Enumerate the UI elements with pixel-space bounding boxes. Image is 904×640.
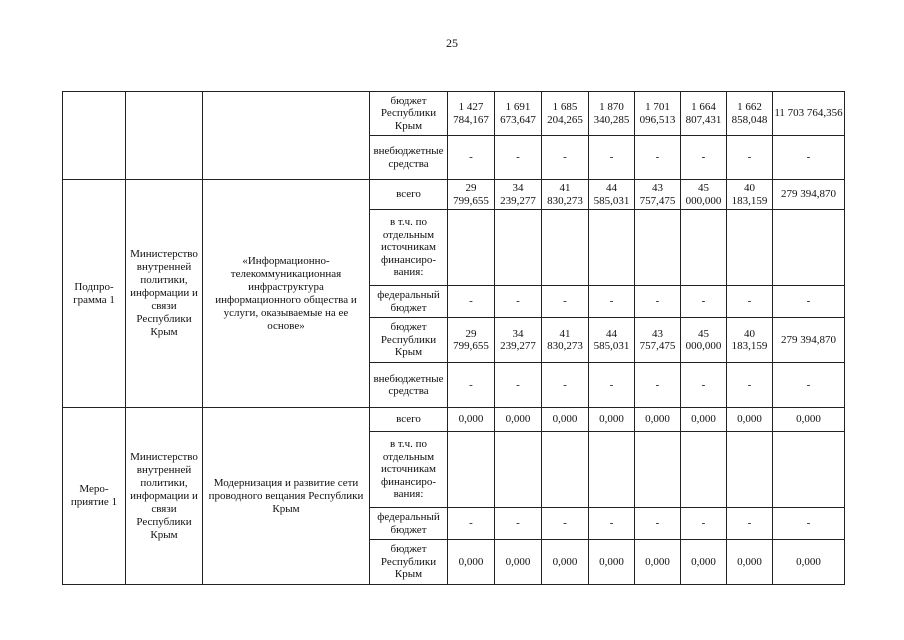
year-value-cell: 0,000	[727, 408, 773, 432]
year-value-cell: -	[681, 508, 727, 540]
year-value-cell: -	[448, 508, 495, 540]
year-value-cell: 40 183,159	[727, 318, 773, 363]
year-value-cell: -	[727, 363, 773, 408]
funding-source-cell: внебюджетные средства	[370, 136, 448, 180]
year-value-cell	[727, 210, 773, 286]
table-row	[63, 180, 845, 210]
year-value-cell: 0,000	[681, 540, 727, 585]
year-value-cell	[635, 432, 681, 508]
year-value-cell: 0,000	[635, 540, 681, 585]
funding-source-cell: федеральный бюджет	[370, 286, 448, 318]
year-value-cell: 41 830,273	[542, 318, 589, 363]
funding-source-cell: федеральный бюджет	[370, 508, 448, 540]
total-value-cell: -	[773, 286, 845, 318]
year-value-cell: -	[542, 363, 589, 408]
funding-source-cell: в т.ч. по отдельным источникам финансирования:	[370, 210, 448, 286]
year-value-cell: -	[681, 286, 727, 318]
total-value-cell: 0,000	[773, 540, 845, 585]
funding-source-cell: бюджет Республики Крым	[370, 540, 448, 585]
year-value-cell	[681, 432, 727, 508]
year-value-cell: 0,000	[542, 540, 589, 585]
year-value-cell	[495, 210, 542, 286]
funding-source-cell: бюджет Республики Крым	[370, 318, 448, 363]
year-value-cell: -	[635, 508, 681, 540]
year-value-cell: 29 799,655	[448, 318, 495, 363]
year-value-cell	[448, 432, 495, 508]
responsible-executor-cell	[126, 92, 203, 180]
program-title-cell: Модернизация и развитие сети проводного вещания Республики Крым	[203, 408, 370, 585]
year-value-cell: -	[542, 136, 589, 180]
year-value-cell: 34 239,277	[495, 318, 542, 363]
year-value-cell: 43 757,475	[635, 318, 681, 363]
funding-source-cell: внебюджетные средства	[370, 363, 448, 408]
table-row	[63, 92, 845, 136]
funding-source-cell: всего	[370, 180, 448, 210]
total-value-cell: -	[773, 363, 845, 408]
total-value-cell	[773, 210, 845, 286]
year-value-cell: 0,000	[681, 408, 727, 432]
year-value-cell: -	[542, 286, 589, 318]
year-value-cell: 43 757,475	[635, 180, 681, 210]
year-value-cell	[542, 210, 589, 286]
year-value-cell: -	[727, 508, 773, 540]
year-value-cell: -	[681, 363, 727, 408]
year-value-cell: -	[635, 286, 681, 318]
year-value-cell: 0,000	[589, 540, 635, 585]
year-value-cell	[542, 432, 589, 508]
year-value-cell: -	[448, 286, 495, 318]
year-value-cell: 1 685 204,265	[542, 92, 589, 136]
year-value-cell	[589, 432, 635, 508]
year-value-cell: 0,000	[589, 408, 635, 432]
year-value-cell: -	[727, 286, 773, 318]
year-value-cell	[727, 432, 773, 508]
year-value-cell: 0,000	[448, 408, 495, 432]
year-value-cell: -	[635, 363, 681, 408]
year-value-cell: 41 830,273	[542, 180, 589, 210]
year-value-cell: -	[727, 136, 773, 180]
year-value-cell: -	[495, 363, 542, 408]
year-value-cell: -	[589, 508, 635, 540]
responsible-executor-cell: Министерство внутренней политики, информации и связи Республики Крым	[126, 180, 203, 408]
year-value-cell	[681, 210, 727, 286]
year-value-cell: 44 585,031	[589, 180, 635, 210]
year-value-cell	[589, 210, 635, 286]
year-value-cell: 1 662 858,048	[727, 92, 773, 136]
year-value-cell: 0,000	[495, 408, 542, 432]
responsible-executor-cell: Министерство внутренней политики, информации и связи Республики Крым	[126, 408, 203, 585]
year-value-cell: -	[589, 136, 635, 180]
year-value-cell: 0,000	[495, 540, 542, 585]
year-value-cell: 0,000	[635, 408, 681, 432]
year-value-cell	[448, 210, 495, 286]
total-value-cell: 279 394,870	[773, 180, 845, 210]
funding-source-cell: всего	[370, 408, 448, 432]
year-value-cell: -	[495, 508, 542, 540]
year-value-cell: -	[448, 363, 495, 408]
year-value-cell: -	[681, 136, 727, 180]
year-value-cell: 45 000,000	[681, 180, 727, 210]
year-value-cell: 1 701 096,513	[635, 92, 681, 136]
year-value-cell	[635, 210, 681, 286]
year-value-cell: 44 585,031	[589, 318, 635, 363]
year-value-cell	[495, 432, 542, 508]
year-value-cell: -	[495, 136, 542, 180]
program-name-cell	[63, 92, 126, 180]
page-number: 25	[446, 36, 458, 50]
year-value-cell: -	[448, 136, 495, 180]
year-value-cell: 1 870 340,285	[589, 92, 635, 136]
year-value-cell: -	[589, 286, 635, 318]
year-value-cell: 34 239,277	[495, 180, 542, 210]
funding-source-cell: бюджет Республики Крым	[370, 92, 448, 136]
year-value-cell: 1 427 784,167	[448, 92, 495, 136]
budget-table	[62, 91, 845, 585]
year-value-cell: -	[542, 508, 589, 540]
total-value-cell	[773, 432, 845, 508]
year-value-cell: 45 000,000	[681, 318, 727, 363]
year-value-cell: 0,000	[448, 540, 495, 585]
year-value-cell: 1 691 673,647	[495, 92, 542, 136]
program-name-cell: Мероприятие 1	[63, 408, 126, 585]
program-name-cell: Подпрограмма 1	[63, 180, 126, 408]
total-value-cell: 0,000	[773, 408, 845, 432]
year-value-cell: -	[495, 286, 542, 318]
funding-source-cell: в т.ч. по отдельным источникам финансирования:	[370, 432, 448, 508]
total-value-cell: -	[773, 136, 845, 180]
year-value-cell: 29 799,655	[448, 180, 495, 210]
total-value-cell: -	[773, 508, 845, 540]
year-value-cell: 1 664 807,431	[681, 92, 727, 136]
total-value-cell: 11 703 764,356	[773, 92, 845, 136]
year-value-cell: 0,000	[542, 408, 589, 432]
year-value-cell: 40 183,159	[727, 180, 773, 210]
year-value-cell: -	[635, 136, 681, 180]
total-value-cell: 279 394,870	[773, 318, 845, 363]
year-value-cell: 0,000	[727, 540, 773, 585]
program-title-cell	[203, 92, 370, 180]
budget-table-body	[63, 92, 845, 585]
year-value-cell: -	[589, 363, 635, 408]
program-title-cell: «Информационно-телекоммуникационная инфраструктура информационного общества и услуги, оказываемые на ее основе»	[203, 180, 370, 408]
table-row	[63, 408, 845, 432]
